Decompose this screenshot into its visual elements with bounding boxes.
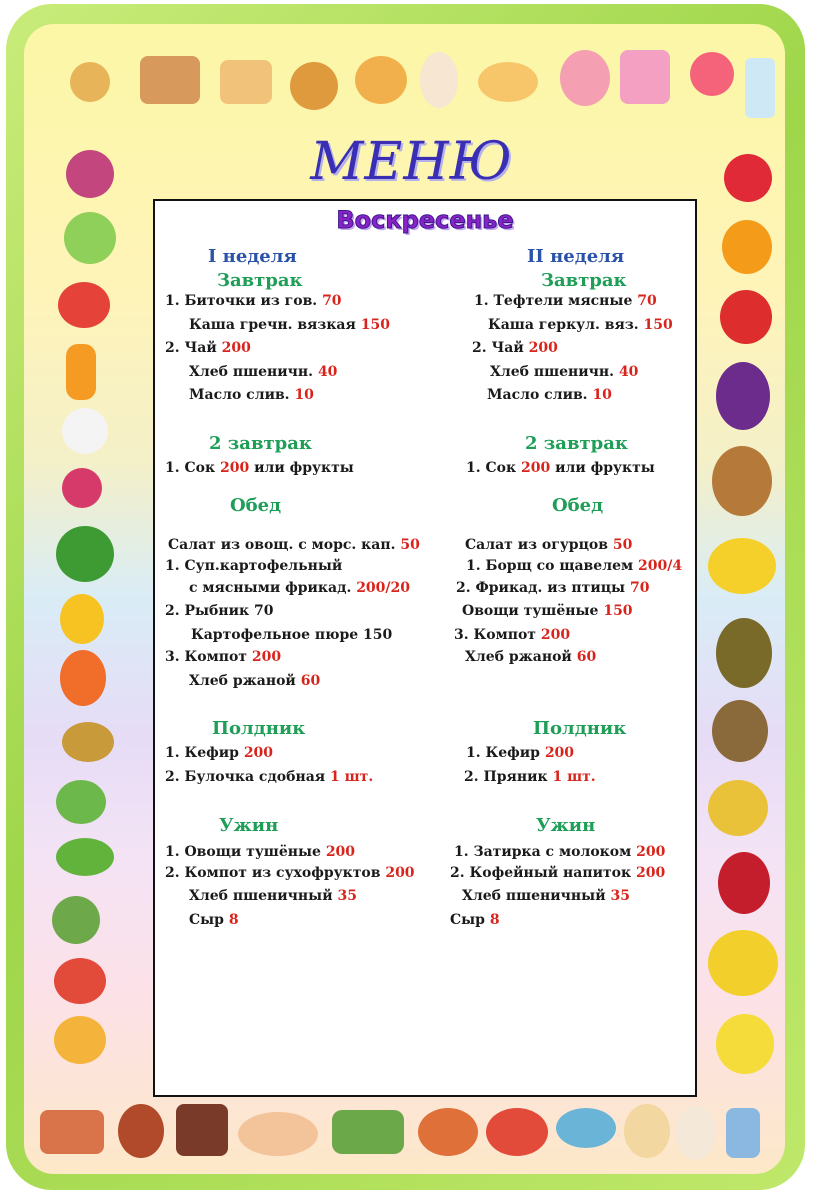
skewer-icon bbox=[624, 1104, 670, 1158]
week-2-dinner-heading: Ужин bbox=[536, 815, 596, 836]
asparagus-icon bbox=[52, 896, 100, 944]
pastry-icon bbox=[70, 62, 110, 102]
menu-panel bbox=[153, 199, 697, 1097]
menu-item: Хлеб ржаной 60 bbox=[189, 673, 321, 689]
cucumber-icon bbox=[56, 780, 106, 824]
menu-item: 1. Сок 200 или фрукты bbox=[165, 460, 354, 476]
cupcake-icon bbox=[238, 1112, 318, 1156]
menu-item: 1. Тефтели мясные 70 bbox=[474, 293, 657, 309]
menu-item: Хлеб пшеничн. 40 bbox=[490, 364, 639, 380]
menu-item: 1. Овощи тушёные 200 bbox=[165, 844, 356, 860]
lemon-icon bbox=[716, 1014, 774, 1074]
birthday-cake-icon bbox=[620, 50, 670, 104]
dessert-icon bbox=[560, 50, 610, 106]
cherry-icon bbox=[718, 852, 770, 914]
menu-item: Картофельное пюре 150 bbox=[191, 627, 393, 643]
drink-icon bbox=[745, 58, 775, 118]
week-1-dinner-heading: Ужин bbox=[219, 815, 279, 836]
menu-item: 1. Биточки из гов. 70 bbox=[165, 293, 342, 309]
pizza-icon bbox=[478, 62, 538, 102]
menu-item: Хлеб пшеничн. 40 bbox=[189, 364, 338, 380]
menu-item: 2. Рыбник 70 bbox=[165, 603, 274, 619]
cake-icon bbox=[140, 56, 200, 104]
menu-item: 2. Булочка сдобная 1 шт. bbox=[165, 769, 374, 785]
menu-item: Овощи тушёные 150 bbox=[462, 603, 633, 619]
menu-item: 3. Компот 200 bbox=[454, 627, 571, 643]
menu-item: 3. Компот 200 bbox=[165, 649, 282, 665]
carrot-icon bbox=[66, 344, 96, 400]
menu-item: Сыр 8 bbox=[450, 912, 500, 928]
pepper-icon bbox=[60, 650, 106, 706]
week-1-breakfast-heading: Завтрак bbox=[217, 270, 303, 291]
menu-item: Хлеб пшеничный 35 bbox=[462, 888, 630, 904]
tomato-icon bbox=[58, 282, 110, 328]
broccoli-icon bbox=[56, 526, 114, 582]
menu-item: 1. Суп.картофельный bbox=[165, 558, 343, 574]
radish-icon bbox=[62, 468, 102, 508]
apple-icon bbox=[720, 290, 772, 344]
onion-icon bbox=[62, 408, 108, 454]
sushi-icon bbox=[40, 1110, 104, 1154]
lollipop-icon bbox=[690, 52, 734, 96]
waffle-icon bbox=[355, 56, 407, 104]
menu-item: 2. Пряник 1 шт. bbox=[464, 769, 596, 785]
ice-cream-icon bbox=[420, 52, 458, 108]
menu-item: Салат из овощ. с морс. кап. 50 bbox=[168, 537, 420, 553]
week-1-lunch-heading: Обед bbox=[230, 495, 282, 516]
week-2-breakfast-heading: Завтрак bbox=[541, 270, 627, 291]
menu-item: с мясными фрикад. 200/20 bbox=[189, 580, 411, 596]
menu-item: Сыр 8 bbox=[189, 912, 239, 928]
grapes-icon bbox=[716, 362, 770, 430]
pepper-icon bbox=[54, 1016, 106, 1064]
menu-item: 2. Фрикад. из птицы 70 bbox=[456, 580, 650, 596]
meal-icon bbox=[486, 1108, 548, 1156]
week-2-second-breakfast-heading: 2 завтрак bbox=[525, 433, 628, 454]
week-2-lunch-heading: Обед bbox=[552, 495, 604, 516]
nuts-icon bbox=[712, 446, 772, 516]
kiwi-icon bbox=[712, 700, 768, 762]
sushi-icon bbox=[332, 1110, 404, 1154]
menu-item: 2. Компот из сухофруктов 200 bbox=[165, 865, 415, 881]
banana-icon bbox=[708, 930, 778, 996]
cat-figure-icon bbox=[676, 1106, 716, 1160]
fish-icon bbox=[556, 1108, 616, 1148]
week-2-snack-heading: Полдник bbox=[533, 718, 627, 739]
lettuce-icon bbox=[64, 212, 116, 264]
menu-item: Каша гречн. вязкая 150 bbox=[189, 317, 390, 333]
pepper-icon bbox=[54, 958, 106, 1004]
soup-icon bbox=[418, 1108, 478, 1156]
week-2-title: II неделя bbox=[527, 246, 625, 267]
peas-icon bbox=[56, 838, 114, 876]
page-title: МЕНЮ bbox=[310, 132, 513, 192]
skewer-icon bbox=[118, 1104, 164, 1158]
pepper-icon bbox=[60, 594, 104, 644]
menu-item: Хлеб пшеничный 35 bbox=[189, 888, 357, 904]
menu-item: 2. Кофейный напиток 200 bbox=[450, 865, 666, 881]
pineapple-icon bbox=[708, 780, 768, 836]
day-title: Воскресенье bbox=[336, 206, 514, 234]
menu-item: 1. Сок 200 или фрукты bbox=[466, 460, 655, 476]
menu-item: Масло слив. 10 bbox=[487, 387, 612, 403]
orange-icon bbox=[722, 220, 772, 274]
drink-icon bbox=[176, 1104, 228, 1156]
potato-icon bbox=[62, 722, 114, 762]
menu-item: Хлеб ржаной 60 bbox=[465, 649, 597, 665]
menu-item: 2. Чай 200 bbox=[472, 340, 558, 356]
menu-item: Каша геркул. вяз. 150 bbox=[488, 317, 673, 333]
menu-item: 1. Кефир 200 bbox=[165, 745, 274, 761]
menu-item: Масло слив. 10 bbox=[189, 387, 314, 403]
week-1-second-breakfast-heading: 2 завтрак bbox=[209, 433, 312, 454]
week-1-title: I неделя bbox=[208, 246, 297, 267]
banana-icon bbox=[708, 538, 776, 594]
week-1-snack-heading: Полдник bbox=[212, 718, 306, 739]
menu-item: 1. Борщ со щавелем 200/4 bbox=[466, 558, 683, 574]
menu-item: 1. Затирка с молоком 200 bbox=[454, 844, 666, 860]
cookie-icon bbox=[290, 62, 338, 110]
avocado-icon bbox=[716, 618, 772, 688]
menu-item: 1. Кефир 200 bbox=[466, 745, 575, 761]
bottle-icon bbox=[726, 1108, 760, 1158]
menu-item: 2. Чай 200 bbox=[165, 340, 251, 356]
cake-icon bbox=[220, 60, 272, 104]
menu-item: Салат из огурцов 50 bbox=[465, 537, 633, 553]
